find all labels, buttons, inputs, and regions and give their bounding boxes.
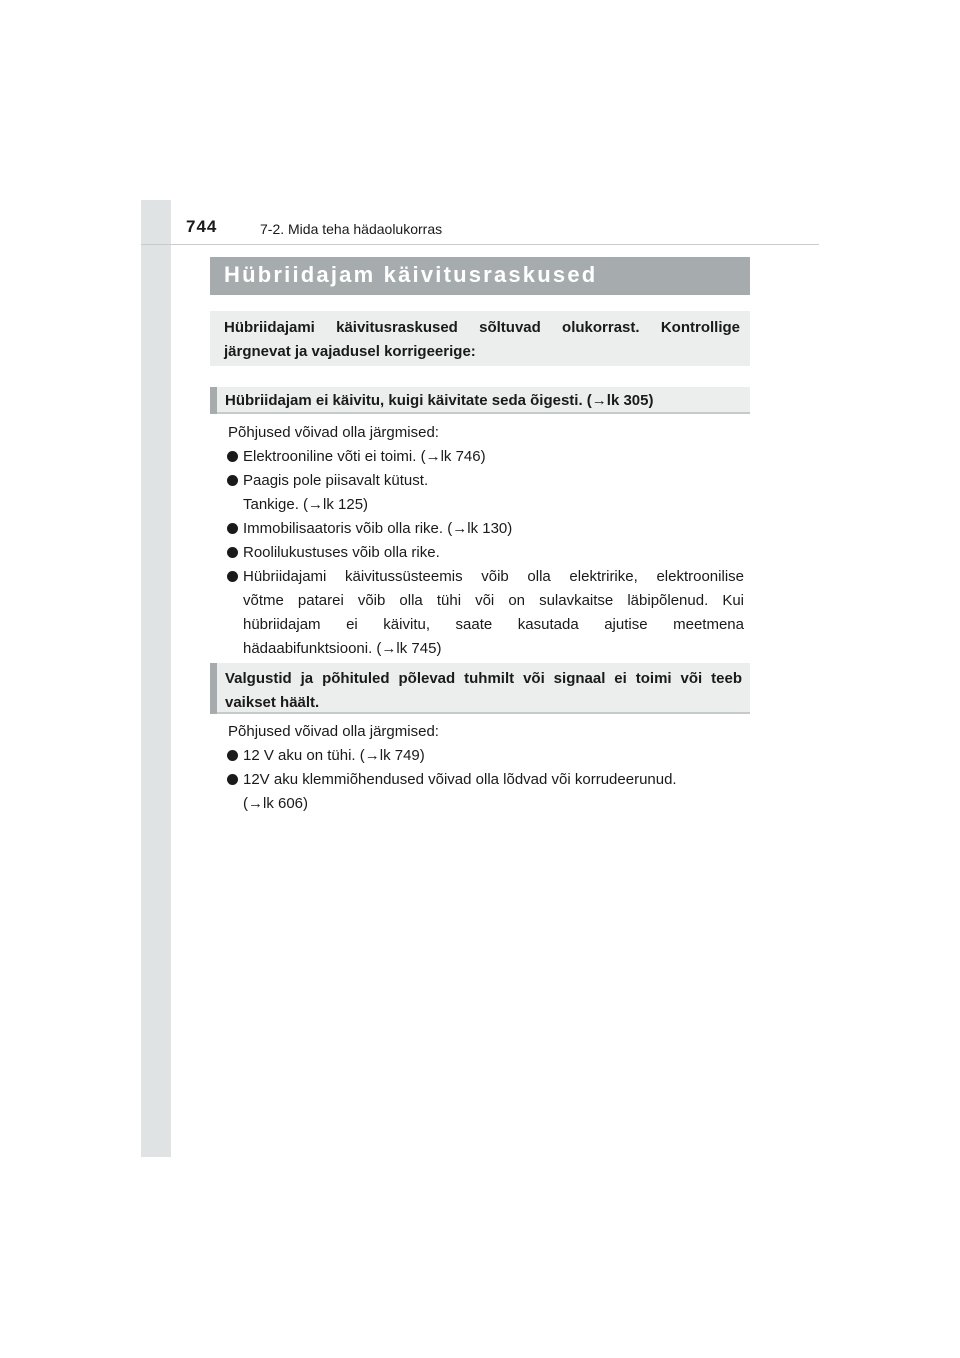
cause-text: Roolilukustuses võib olla rike. [243, 544, 440, 561]
causes-list [228, 421, 744, 661]
header-divider [141, 244, 819, 245]
causes-intro: Põhjused võivad olla järgmised: [228, 723, 439, 740]
problem-heading-text: Hübriidajam ei käivitu, kuigi käivitate seda õigesti. (→lk 305) [225, 392, 654, 409]
cause-text: 12 V aku on tühi. (→lk 749) [243, 747, 425, 764]
cause-item [228, 541, 744, 565]
cause-item [228, 744, 744, 768]
cause-item [228, 445, 744, 469]
cause-text: Immobilisaatoris võib olla rike. (→lk 130) [243, 520, 513, 537]
page-side-band [141, 200, 171, 1157]
cause-item [228, 517, 744, 541]
cause-text: Elektrooniline võti ei toimi. (→lk 746) [243, 448, 486, 465]
cause-text: Paagis pole piisavalt kütust. [243, 472, 429, 489]
cause-item [228, 469, 744, 517]
problem-heading-text: Valgustid ja põhituled põlevad tuhmilt või signaal ei toimi või teeb vaikset häält. [225, 670, 742, 711]
cause-text-line: Hübriidajami käivitussüsteemis võib olla elektririke, elektroonilise [243, 568, 744, 585]
problem-heading [210, 663, 750, 714]
section-intro: Hübriidajami käivitusraskused sõltuvad olukorrast. Kontrollige järgnevat ja vajadusel korrigeerige: [210, 311, 750, 366]
cause-text-line: võtme patarei võib olla tühi või on sulavkaitse läbipõlenud. Kui [243, 592, 744, 609]
cause-text-line: hübriidajam ei käivitu, saate kasutada ajutise meetmena [243, 616, 744, 633]
problem-heading [210, 387, 750, 414]
section-title-bar [210, 257, 750, 295]
section-title: Hübriidajam käivitusraskused [224, 262, 598, 287]
causes-list [228, 720, 744, 816]
cause-text-line: hädaabifunktsiooni. (→lk 745) [243, 640, 442, 657]
cause-item [228, 768, 744, 816]
cause-text: 12V aku klemmiõhendused võivad olla lõdvad või korrudeerunud. [243, 771, 677, 788]
cause-reference: (→lk 606) [243, 795, 309, 812]
causes-intro: Põhjused võivad olla järgmised: [228, 424, 439, 441]
page-number: 744 [186, 217, 218, 236]
cause-item [228, 565, 744, 661]
chapter-header: 7-2. Mida teha hädaolukorras [260, 221, 443, 237]
cause-remedy: Tankige. (→lk 125) [243, 496, 369, 513]
